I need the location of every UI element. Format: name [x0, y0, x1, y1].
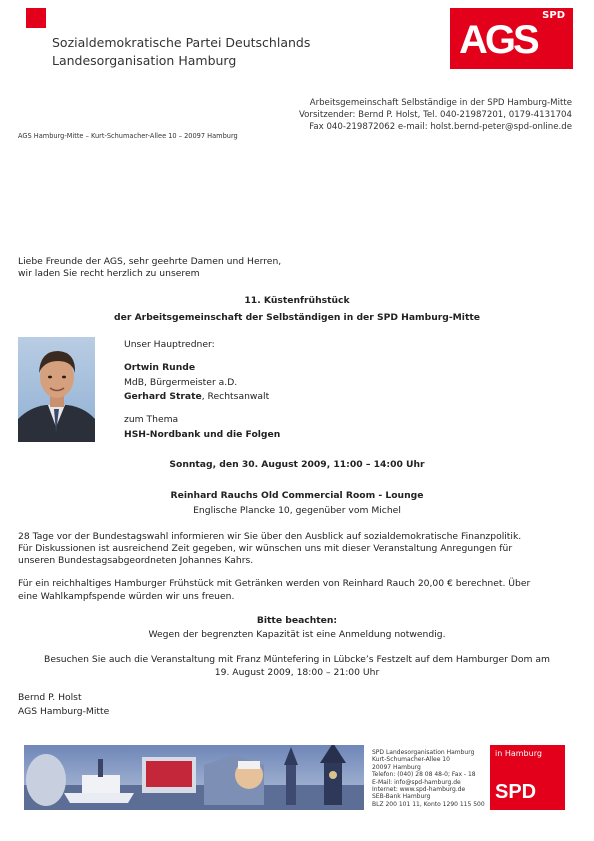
speaker1-name: Ortwin Runde: [124, 362, 196, 373]
event-title-line1: 11. Küstenfrühstück: [244, 295, 350, 306]
paragraph1-line3: unseren Bundestagsabgeordneten Johannes Kahrs.: [18, 555, 254, 566]
paragraph2-line2: eine Wahlkampfspende würden wir uns freuen.: [18, 591, 235, 602]
footer-spd-logo-text: SPD: [495, 781, 537, 803]
return-address-line: AGS Hamburg-Mitte – Kurt-Schumacher-Allee 10 – 20097 Hamburg: [18, 132, 238, 140]
footer-info-line: Internet: www.spd-hamburg.de: [372, 786, 466, 794]
speaker1-role: MdB, Bürgermeister a.D.: [124, 377, 238, 388]
venue-address: Englische Plancke 10, gegenüber vom Michel: [193, 505, 401, 516]
footer-photo-strip: [24, 745, 364, 810]
paragraph1-line2: Für Diskussionen ist ausreichend Zeit gegeben, wir wünschen uns mit dieser Veranstaltung Anregungen für: [18, 543, 513, 554]
greeting-line2: wir laden Sie recht herzlich zu unserem: [18, 268, 200, 279]
footer-contact-info: [372, 749, 485, 808]
invite-line1: Besuchen Sie auch die Veranstaltung mit Franz Müntefering in Lübcke’s Festzelt auf dem Hamburger Dom am: [44, 654, 550, 665]
paragraph2-line1: Für ein reichhaltiges Hamburger Frühstück mit Getränken werden von Reinhard Rauch 20,00 € berechnet. Über: [18, 578, 531, 589]
footer-spd-logo: [490, 745, 565, 810]
speaker2-line: [124, 391, 269, 403]
sender-line: Arbeitsgemeinschaft Selbständige in der SPD Hamburg-Mitte: [309, 98, 572, 108]
signature-name: Bernd P. Holst: [18, 692, 82, 703]
speaker2-role: , Rechtsanwalt: [201, 391, 270, 402]
topic-intro: zum Thema: [124, 414, 179, 425]
speaker-photo: [18, 337, 95, 442]
sender-block: [299, 97, 572, 133]
org-name-line2: Landesorganisation Hamburg: [52, 53, 237, 68]
org-name-line1: Sozialdemokratische Partei Deutschlands: [52, 35, 311, 50]
ags-logo-ags-text: AGS: [459, 18, 537, 62]
footer-spd-logo-subtitle: in Hamburg: [495, 749, 542, 758]
notice-text: Wegen der begrenzten Kapazität ist eine Anmeldung notwendig.: [148, 629, 446, 640]
event-title-line2: der Arbeitsgemeinschaft der Selbständigen in der SPD Hamburg-Mitte: [114, 312, 480, 323]
footer-info-line: 20097 Hamburg: [372, 763, 421, 771]
invite-line2: 19. August 2009, 18:00 – 21:00 Uhr: [214, 667, 380, 678]
ags-logo: [450, 8, 573, 69]
greeting-line1: Liebe Freunde der AGS, sehr geehrte Damen und Herren,: [18, 256, 282, 267]
signature-org: AGS Hamburg-Mitte: [18, 706, 110, 717]
spd-logo-square: [26, 8, 46, 28]
speaker2-name: Gerhard Strate: [124, 391, 202, 402]
footer-info-line: E-Mail: info@spd-hamburg.de: [372, 778, 461, 786]
ags-logo-spd-text: SPD: [542, 10, 565, 21]
footer-info-line: SEB-Bank Hamburg: [372, 793, 431, 801]
notice-title: Bitte beachten:: [256, 615, 338, 626]
sender-line: Vorsitzender: Bernd P. Holst, Tel. 040-21987201, 0179-4131704: [298, 110, 572, 120]
event-date-time: Sonntag, den 30. August 2009, 11:00 – 14:00 Uhr: [169, 459, 425, 470]
footer-info-line: BLZ 200 101 11, Konto 1290 115 500: [372, 800, 485, 808]
paragraph1-line1: 28 Tage vor der Bundestagswahl informieren wir Sie über den Ausblick auf sozialdemokratische Finanzpolitik.: [18, 531, 522, 542]
footer-info-line: SPD Landesorganisation Hamburg: [372, 749, 475, 756]
topic-title: HSH-Nordbank und die Folgen: [124, 429, 281, 440]
footer-info-line: Kurt-Schumacher-Allee 10: [372, 756, 450, 764]
speaker-intro: Unser Hauptredner:: [124, 339, 215, 350]
footer-info-line: Telefon: (040) 28 08 48-0; Fax - 18: [372, 771, 476, 779]
venue-name: Reinhard Rauchs Old Commercial Room - Lounge: [170, 490, 424, 501]
sender-line: Fax 040-219872062 e-mail: holst.bernd-peter@spd-online.de: [309, 122, 572, 132]
